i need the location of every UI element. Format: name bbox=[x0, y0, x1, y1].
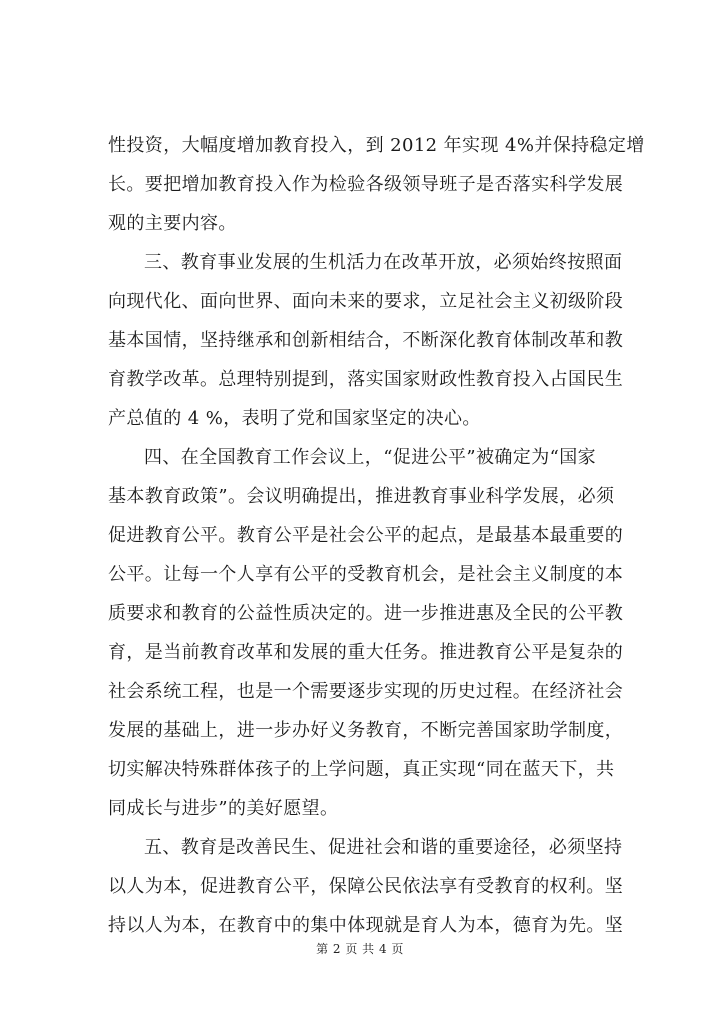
text-line: 公平。让每一个人享有公平的受教育机会，是社会主义制度的本 bbox=[108, 564, 624, 585]
text-line: 长。要把增加教育投入作为检验各级领导班子是否落实科学发展 bbox=[108, 174, 624, 195]
text-line: 促进教育公平。教育公平是社会公平的起点，是最基本最重要的 bbox=[108, 525, 624, 546]
text-line: 质要求和教育的公益性质决定的。进一步推进惠及全民的公平教 bbox=[108, 603, 624, 624]
text-line: 持以人为本，在教育中的集中体现就是育人为本，德育为先。坚 bbox=[108, 915, 624, 936]
text-line: 育教学改革。总理特别提到，落实国家财政性教育投入占国民生 bbox=[108, 369, 624, 390]
text-line: 观的主要内容。 bbox=[108, 213, 237, 234]
text-line: 以人为本，促进教育公平，保障公民依法享有受教育的权利。坚 bbox=[108, 876, 624, 897]
page-footer: 第 2 页 共 4 页 bbox=[316, 942, 404, 956]
document-body bbox=[108, 126, 645, 945]
paragraph bbox=[108, 126, 645, 243]
text-line: 基本教育政策”。会议明确提出，推进教育事业科学发展，必须 bbox=[108, 486, 615, 507]
text-line: 同成长与进步”的美好愿望。 bbox=[108, 798, 339, 819]
paragraph bbox=[108, 243, 628, 438]
text-line: 社会系统工程，也是一个需要逐步实现的历史过程。在经济社会 bbox=[108, 681, 624, 702]
text-line: 基本国情，坚持继承和创新相结合，不断深化教育体制改革和教 bbox=[108, 330, 624, 351]
text-line: 四、在全国教育工作会议上，“促进公平”被确定为“国家 bbox=[144, 447, 597, 468]
text-line: 发展的基础上，进一步办好义务教育，不断完善国家助学制度， bbox=[108, 720, 624, 741]
paragraph bbox=[108, 828, 628, 945]
text-line: 五、教育是改善民生、促进社会和谐的重要途径，必须坚持 bbox=[144, 837, 623, 858]
text-line: 产总值的 4 %，表明了党和国家坚定的决心。 bbox=[108, 408, 481, 429]
text-line: 向现代化、面向世界、面向未来的要求，立足社会主义初级阶段 bbox=[108, 291, 624, 312]
text-line: 切实解决特殊群体孩子的上学问题，真正实现“同在蓝天下，共 bbox=[108, 759, 615, 780]
text-line: 性投资，大幅度增加教育投入，到 2012 年实现 4%并保持稳定增 bbox=[108, 135, 645, 156]
paragraph bbox=[108, 438, 628, 828]
text-line: 育，是当前教育改革和发展的重大任务。推进教育公平是复杂的 bbox=[108, 642, 624, 663]
text-line: 三、教育事业发展的生机活力在改革开放，必须始终按照面 bbox=[144, 252, 623, 273]
